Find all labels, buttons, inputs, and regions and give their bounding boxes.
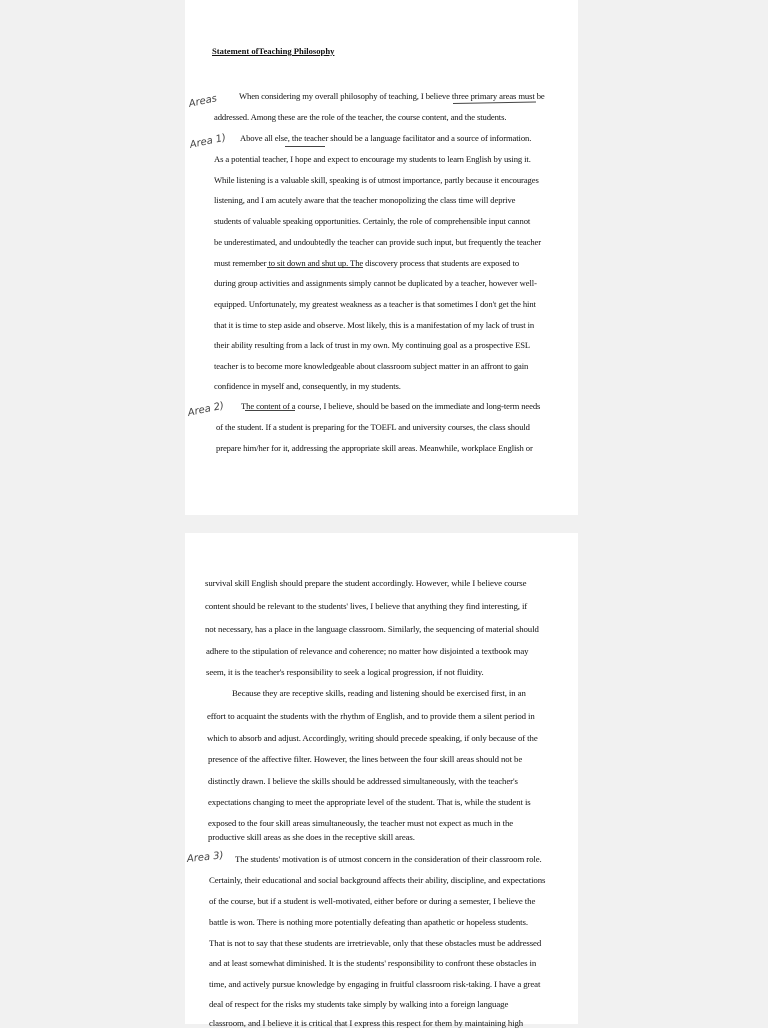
text-line: productive skill areas as she does in the receptive skill areas. bbox=[208, 832, 415, 842]
text-line: must remember to sit down and shut up. The discovery process that students are exposed to bbox=[214, 258, 520, 268]
text-line: deal of respect for the risks my students take simply by walking into a foreign language bbox=[209, 999, 509, 1009]
text-line: teacher is to become more knowledgeable about classroom subject matter in an affront to gain bbox=[214, 361, 529, 371]
text-line: their ability resulting from a lack of trust in my own. My continuing goal as a prospective ESL bbox=[214, 340, 531, 350]
text-line: of the course, but if a student is well-motivated, either before or during a semester, I believe the bbox=[209, 896, 536, 906]
text-line: distinctly drawn. I believe the skills should be addressed simultaneously, with the teacher's bbox=[208, 776, 518, 786]
text-line: Certainly, their educational and social background affects their ability, discipline, and expectations bbox=[209, 875, 546, 885]
text-line: As a potential teacher, I hope and expect to encourage my students to learn English by using it. bbox=[214, 154, 531, 164]
text-line: battle is won. There is nothing more potentially defeating than apathetic or hopeless students. bbox=[209, 917, 528, 927]
margin-note-area-1: Area 1) bbox=[188, 132, 228, 151]
margin-note-area-3: Area 3) bbox=[186, 850, 225, 865]
text-line: expectations changing to meet the appropriate level of the student. That is, while the student is bbox=[208, 797, 531, 807]
text-line: adhere to the stipulation of relevance and coherence; no matter how disjointed a textbook may bbox=[206, 646, 529, 656]
text-line: Because they are receptive skills, reading and listening should be exercised first, in an bbox=[232, 688, 526, 698]
document-title: Statement ofTeaching Philosophy bbox=[212, 46, 335, 56]
margin-note-area-2: Area 2) bbox=[186, 400, 226, 419]
text-line: addressed. Among these are the role of the teacher, the course content, and the students. bbox=[214, 112, 507, 122]
text-line: which to absorb and adjust. Accordingly, writing should precede speaking, if only because of the bbox=[207, 733, 538, 743]
text-line: listening, and I am acutely aware that the teacher monopolizing the class time will deprive bbox=[214, 195, 516, 205]
handwritten-underline-teacher bbox=[285, 146, 325, 147]
text-line: presence of the affective filter. However, the lines between the four skill areas should not be bbox=[208, 754, 523, 764]
text-line: prepare him/her for it, addressing the appropriate skill areas. Meanwhile, workplace English or bbox=[216, 443, 533, 453]
text-line: survival skill English should prepare the student accordingly. However, while I believe course bbox=[205, 578, 527, 588]
text-line: effort to acquaint the students with the rhythm of English, and to provide them a silent period in bbox=[207, 711, 535, 721]
text-line: equipped. Unfortunately, my greatest weakness as a teacher is that sometimes I don't get the hint bbox=[214, 299, 536, 309]
text-line: of the student. If a student is preparing for the TOEFL and university courses, the class should bbox=[216, 422, 530, 432]
text-line: Above all else, the teacher should be a language facilitator and a source of information. bbox=[240, 133, 532, 143]
text-line: during group activities and assignments simply cannot be duplicated by a teacher, however well- bbox=[214, 278, 537, 288]
text-line: classroom, and I believe it is critical that I express this respect for them by maintaining high bbox=[209, 1018, 524, 1028]
text-line: seem, it is the teacher's responsibility to seek a logical progression, if not fluidity. bbox=[206, 667, 484, 677]
text-line: not necessary, has a place in the language classroom. Similarly, the sequencing of material should bbox=[205, 624, 539, 634]
text-line: When considering my overall philosophy of teaching, I believe three primary areas must be bbox=[239, 91, 545, 101]
text-line: that it is time to step aside and observe. Most likely, this is a manifestation of my lack of trust in bbox=[214, 320, 535, 330]
text-line: The content of a course, I believe, should be based on the immediate and long-term needs bbox=[241, 401, 541, 411]
text-line: While listening is a valuable skill, speaking is of utmost importance, partly because it encourages bbox=[214, 175, 539, 185]
margin-note-areas: Areas bbox=[187, 93, 218, 110]
text-line: exposed to the four skill areas simultaneously, the teacher must not expect as much in the bbox=[208, 818, 514, 828]
text-line: be underestimated, and undoubtedly the teacher can provide such input, but frequently the teacher bbox=[214, 237, 542, 247]
text-line: time, and actively pursue knowledge by engaging in fruitful classroom risk-taking. I have a great bbox=[209, 979, 541, 989]
text-line: confidence in myself and, consequently, in my students. bbox=[214, 381, 401, 391]
text-line: and at least somewhat diminished. It is the students' responsibility to confront these obstacles in bbox=[209, 958, 537, 968]
text-line: students of valuable speaking opportunities. Certainly, the role of comprehensible input cannot bbox=[214, 216, 531, 226]
document-page-1 bbox=[185, 0, 578, 515]
document-page-2 bbox=[185, 533, 578, 1028]
text-line: The students' motivation is of utmost concern in the consideration of their classroom role. bbox=[235, 854, 542, 864]
handwritten-underline-three-primary-areas bbox=[453, 102, 536, 104]
text-line: That is not to say that these students are irretrievable, only that these obstacles must be addressed bbox=[209, 938, 542, 948]
text-line: content should be relevant to the students' lives, I believe that anything they find interesting, if bbox=[205, 601, 528, 611]
